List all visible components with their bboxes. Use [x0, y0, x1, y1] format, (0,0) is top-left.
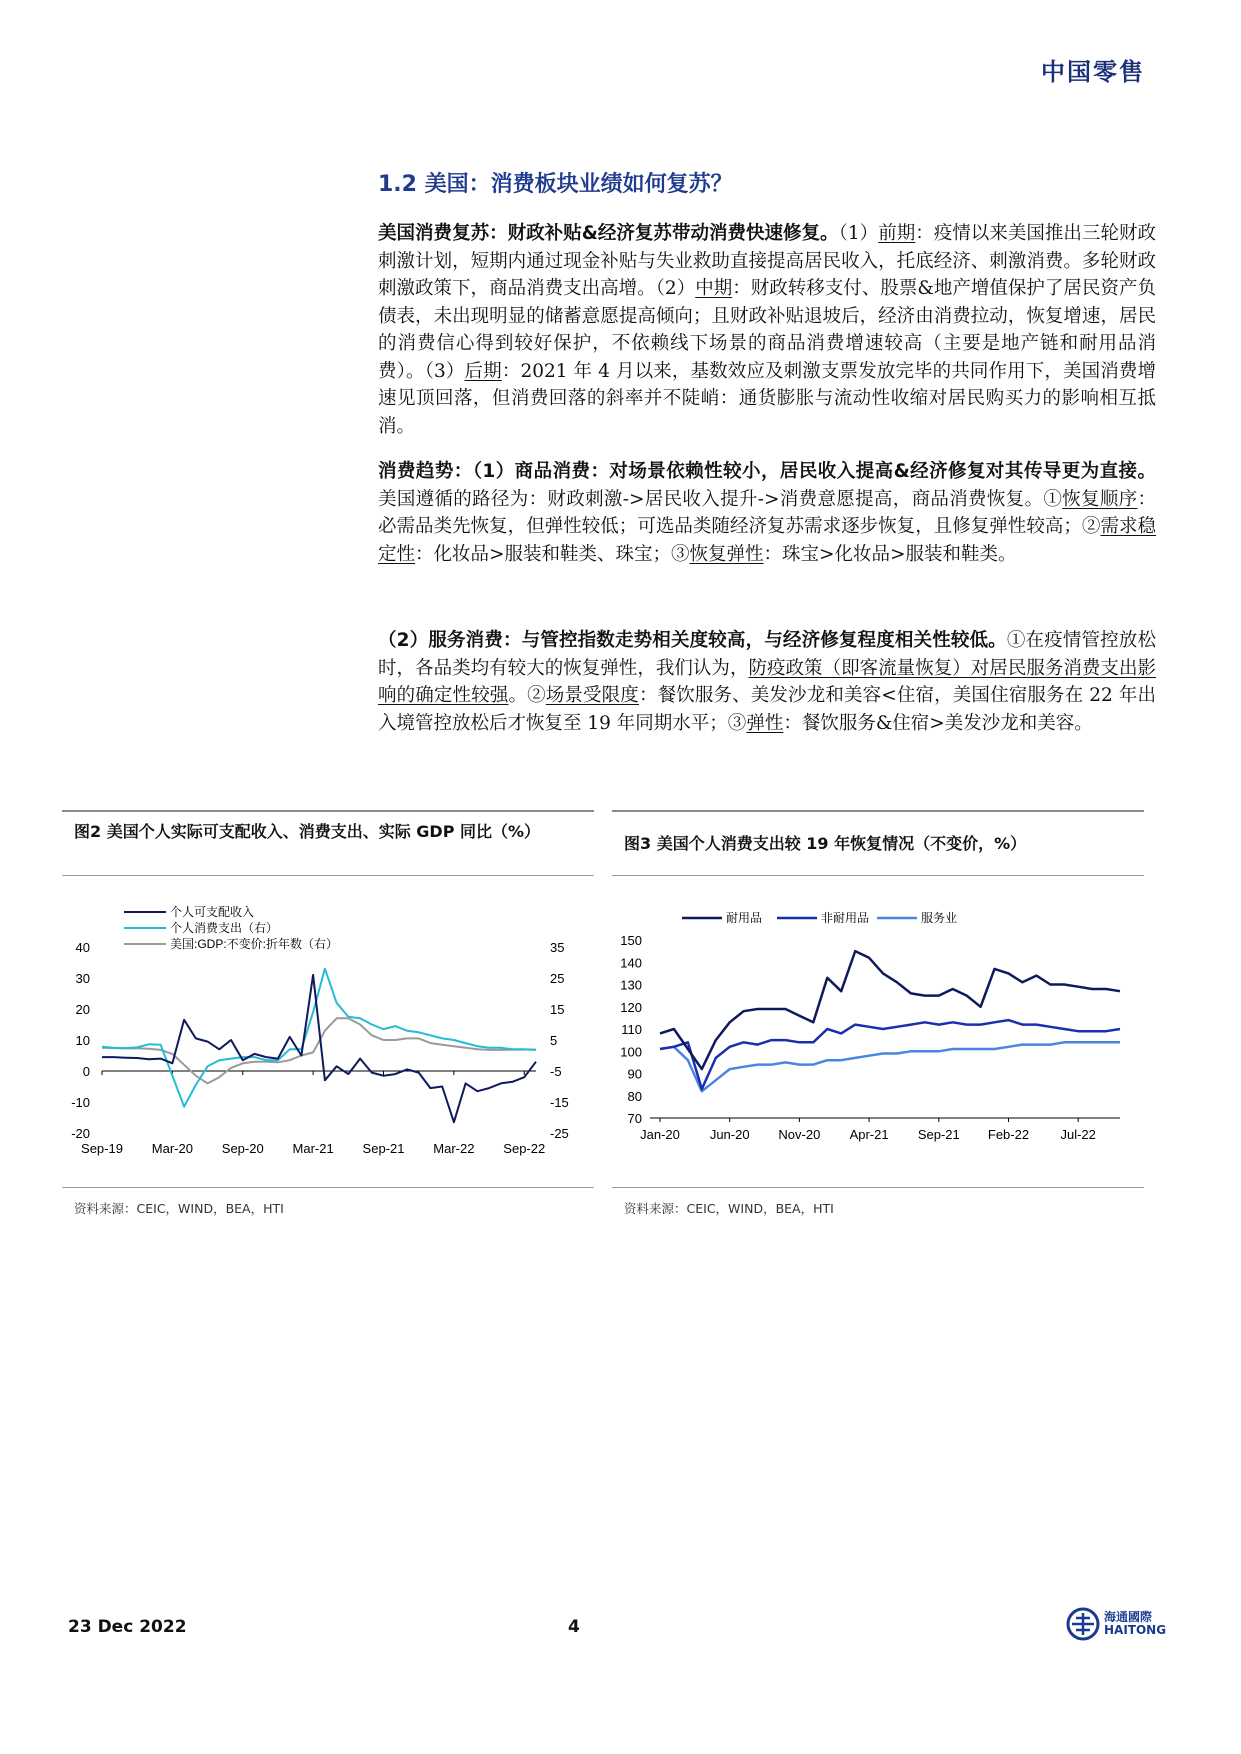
paragraph-text: ：必需品类先恢复，但弹性较低；可选品类随经济复苏需求逐步恢复，且修复弹性较高；②	[378, 488, 1156, 537]
y-tick-label: 130	[620, 977, 642, 993]
y-left-tick-label: 40	[75, 940, 90, 955]
page-number: 4	[568, 1617, 580, 1637]
figure-top-rule	[62, 810, 594, 812]
paragraph-text: ：餐饮服务&住宿>美发沙龙和美容。	[783, 712, 1093, 734]
figure-caption: 图3 美国个人消费支出较 19 年恢复情况（不变价，%）	[624, 834, 1027, 853]
x-tick-label: Nov-20	[778, 1127, 821, 1142]
x-tick-label: Sep-20	[221, 1141, 264, 1156]
x-tick-label: Apr-21	[849, 1127, 889, 1142]
y-right-tick-label: -25	[550, 1126, 569, 1141]
paragraph-text: ：疫情以来美国推出三轮财政刺激计划，短期内通过现金补贴与失业救助直接提高居民收入，托底经济、刺激消费。多轮财政刺激政策下，商品消费支出高增。（2）	[378, 223, 1156, 299]
y-left-tick-label: 10	[75, 1033, 90, 1048]
haitong-logo	[1066, 1607, 1166, 1641]
haitong-logo-icon	[1066, 1607, 1100, 1641]
y-tick-label: 110	[621, 1022, 642, 1037]
legend-label: 美国:GDP:不变价:折年数（右）	[170, 937, 339, 951]
y-right-tick-label: 35	[550, 940, 565, 955]
keyword-late: 后期	[464, 360, 502, 382]
y-right-tick-label: -5	[550, 1064, 562, 1079]
legend-label: 非耐用品	[821, 911, 870, 925]
x-tick-label: Sep-22	[503, 1141, 546, 1156]
x-tick-label: Jan-20	[640, 1127, 680, 1142]
x-tick-label: Sep-19	[81, 1141, 123, 1156]
legend-label: 个人消费支出（右）	[170, 921, 279, 935]
series-line	[660, 1042, 1120, 1091]
y-right-tick-label: 25	[550, 971, 565, 986]
y-left-tick-label: -20	[71, 1126, 90, 1141]
y-tick-label: 150	[620, 933, 642, 948]
y-right-tick-label: -15	[550, 1095, 569, 1110]
logo-text: 海通國際 HAITONG	[1104, 1610, 1167, 1637]
x-tick-label: Mar-21	[292, 1141, 334, 1156]
pce-recovery-chart	[612, 880, 1144, 1165]
paragraph-text: ①在疫情管控放松时，各品类均有较大的恢复弹性，我们认为，	[378, 630, 1156, 679]
paragraph-lead: 美国消费复苏：财政补贴&经济复苏带动消费快速修复。	[378, 223, 839, 244]
paragraph-text: （1）	[838, 223, 879, 244]
keyword-early: 前期	[878, 223, 916, 244]
x-tick-label: Mar-22	[433, 1141, 475, 1156]
legend-label: 耐用品	[726, 911, 763, 925]
y-tick-label: 70	[627, 1111, 642, 1126]
keyword-policy: 防疫政策（即客流量恢复）对居民服务消费支出影响的确定性较强	[378, 657, 1156, 706]
x-tick-label: Feb-22	[987, 1127, 1030, 1142]
keyword-stability: 需求稳定性	[378, 516, 1156, 565]
y-tick-label: 100	[620, 1044, 642, 1060]
x-tick-label: Mar-20	[151, 1141, 193, 1156]
keyword-order: 恢复顺序	[1062, 488, 1138, 510]
legend-label: 服务业	[921, 911, 958, 925]
x-tick-label: Sep-21	[362, 1141, 405, 1156]
figure-caption: 图2 美国个人实际可支配收入、消费支出、实际 GDP 同比（%）	[74, 822, 541, 841]
y-left-tick-label: 30	[75, 971, 90, 986]
figure-rule	[612, 875, 1144, 876]
paragraph-text: 。②	[508, 685, 546, 706]
figure-rule	[62, 875, 594, 876]
paragraph-text: ：2021 年 4 月以来，基数效应及刺激支票发放完毕的共同作用下，美国消费增速见顶回落，但消费回落的斜率并不陡峭：通货膨胀与流动性收缩对居民购买力的影响相互抵消。	[378, 360, 1156, 437]
figure-source: 资料来源：CEIC，WIND，BEA，HTI	[624, 1201, 834, 1216]
y-right-tick-label: 5	[550, 1033, 558, 1048]
x-tick-label: Jun-20	[709, 1127, 750, 1142]
keyword-scene: 场景受限度	[545, 685, 639, 706]
report-date: 23 Dec 2022	[68, 1617, 187, 1637]
paragraph-text: ：餐饮服务、美发沙龙和美容<住宿，美国住宿服务在 22 年出入境管控放松后才恢复至 19 年同期水平；③	[378, 685, 1156, 734]
y-right-tick-label: 15	[550, 1002, 565, 1017]
figure-source: 资料来源：CEIC，WIND，BEA，HTI	[74, 1201, 284, 1216]
y-left-tick-label: 0	[82, 1064, 90, 1079]
y-tick-label: 140	[620, 955, 642, 971]
legend-label: 个人可支配收入	[170, 905, 255, 919]
figure-rule	[612, 1187, 1144, 1188]
x-tick-label: Sep-21	[917, 1127, 960, 1142]
figure-rule	[62, 1187, 594, 1188]
section-title: 1.2 美国：消费板块业绩如何复苏？	[378, 172, 733, 197]
paragraph-text: 美国遵循的路径为：财政刺激->居民收入提升->消费意愿提高，商品消费恢复。①	[378, 488, 1063, 510]
figure-top-rule	[612, 810, 1144, 812]
y-left-tick-label: 20	[75, 1002, 90, 1017]
y-tick-label: 90	[627, 1066, 642, 1082]
keyword-mid: 中期	[695, 278, 733, 299]
y-left-tick-label: -10	[71, 1095, 90, 1110]
y-tick-label: 80	[627, 1088, 642, 1104]
paragraph-recovery	[378, 220, 1156, 440]
series-line	[660, 951, 1120, 1069]
income-consumption-gdp-chart	[62, 880, 594, 1165]
paragraph-lead: （2）服务消费：与管控指数走势相关度较高，与经济修复程度相关性较低。	[378, 630, 1007, 651]
paragraph-text: ：化妆品>服装和鞋类、珠宝；③	[415, 543, 690, 565]
paragraph-text: ：财政转移支付、股票&地产增值保护了居民资产负债表，未出现明显的储蓄意愿提高倾向；且财政补贴退坡后，经济由消费拉动，恢复增速，居民的消费信心得到较好保护，不依赖线下场景的商品消费增速较高（主要是地产链和耐用品消费）。（3）	[378, 278, 1156, 382]
y-tick-label: 120	[620, 999, 642, 1015]
paragraph-services	[378, 627, 1156, 737]
paragraph-text: ：珠宝>化妆品>服装和鞋类。	[763, 543, 1017, 565]
keyword-elasticity: 恢复弹性	[689, 543, 764, 565]
x-tick-label: Jul-22	[1060, 1127, 1096, 1142]
keyword-service-elasticity: 弹性	[746, 712, 784, 734]
paragraph-goods	[378, 458, 1156, 568]
paragraph-lead: 消费趋势：（1）商品消费：对场景依赖性较小，居民收入提高&经济修复对其传导更为直接。	[378, 461, 1156, 482]
report-header: 中国零售	[1041, 58, 1145, 86]
